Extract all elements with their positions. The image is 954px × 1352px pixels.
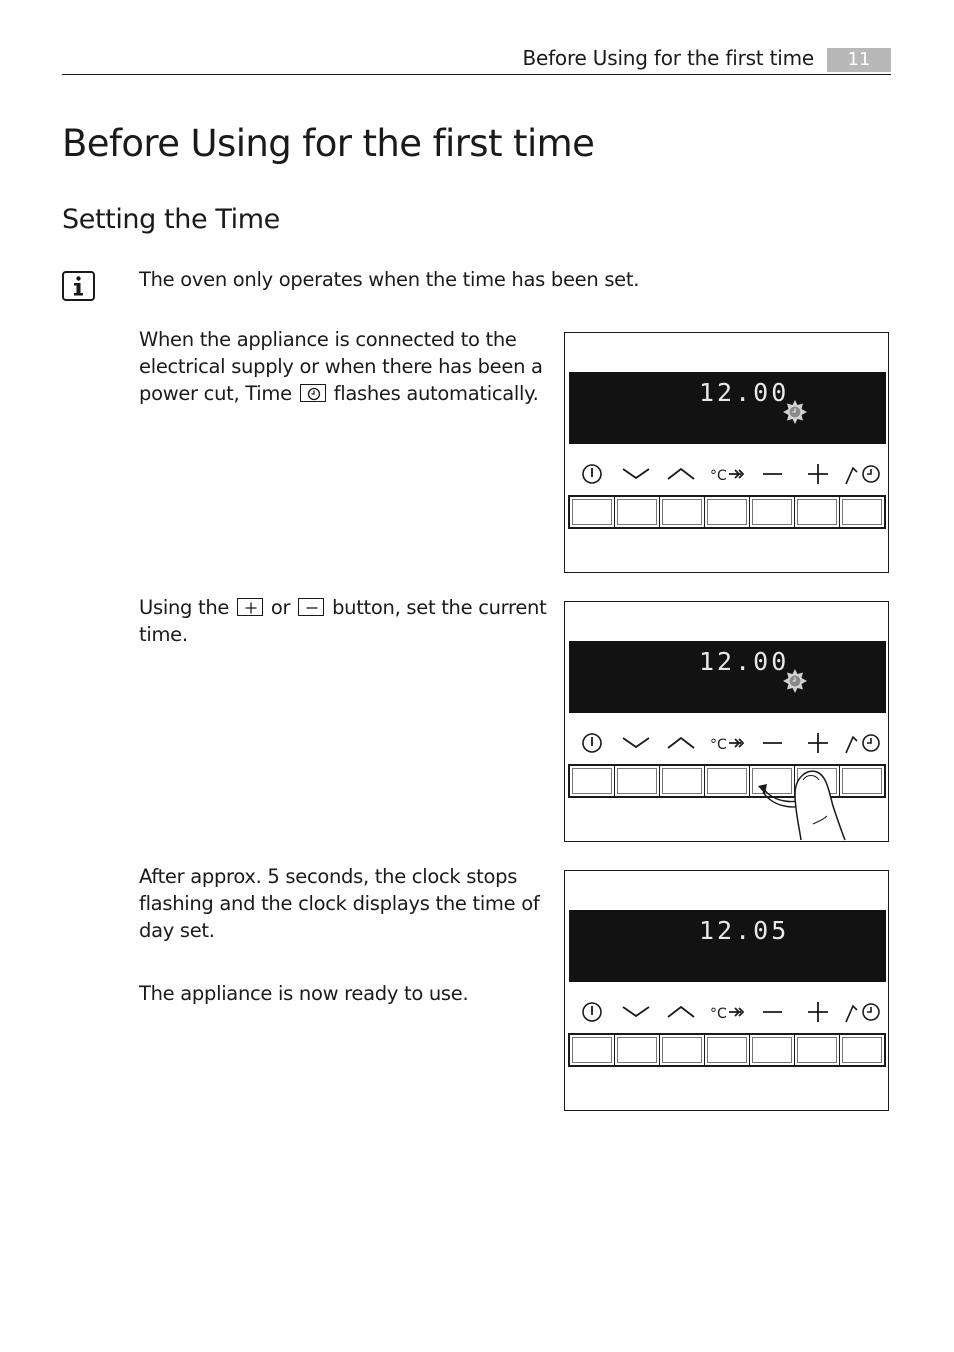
power-icon — [583, 1003, 601, 1021]
step2-text-suffix: button, set the current time. — [139, 596, 547, 646]
down-chevron-icon — [623, 469, 649, 478]
page-number: 11 — [827, 48, 891, 72]
timer-clock-icon — [846, 466, 879, 484]
down-key[interactable] — [615, 497, 660, 527]
down-key[interactable] — [615, 1035, 660, 1065]
power-key[interactable] — [570, 497, 615, 527]
step1-text — [139, 326, 549, 407]
up-chevron-icon — [668, 1007, 694, 1017]
display-time: 12.00 — [699, 647, 790, 676]
power-key[interactable] — [570, 766, 615, 796]
quick-heat-key[interactable] — [705, 497, 750, 527]
finger-press-icon — [755, 766, 865, 842]
svg-text:°C: °C — [710, 737, 727, 753]
oven-display — [569, 641, 886, 713]
key-row — [568, 495, 886, 529]
down-key[interactable] — [615, 766, 660, 796]
inline-minus-button-icon — [298, 598, 324, 616]
clock-key[interactable] — [840, 497, 884, 527]
step1-text-before: When the appliance is connected to the electrical supply or when there has been a power cut, Time — [139, 328, 543, 405]
plus-icon — [808, 1002, 828, 1022]
up-chevron-icon — [668, 469, 694, 479]
header-divider — [62, 74, 891, 75]
power-icon — [583, 734, 601, 752]
up-key[interactable] — [660, 497, 705, 527]
timer-clock-icon — [846, 735, 879, 753]
quick-heat-icon — [710, 1006, 743, 1022]
inline-clock-button-icon — [300, 384, 326, 402]
control-panel-2 — [564, 601, 889, 842]
button-symbols-row — [565, 726, 890, 760]
timer-clock-icon — [846, 1004, 879, 1022]
display-time: 12.05 — [699, 916, 790, 945]
minus-key[interactable] — [750, 1035, 795, 1065]
quick-heat-icon — [710, 737, 743, 753]
page-title: Before Using for the first time — [62, 122, 595, 165]
control-panel-1 — [564, 332, 889, 573]
display-time: 12.00 — [699, 378, 790, 407]
button-symbols-row — [565, 995, 890, 1029]
button-symbols-row — [565, 457, 890, 491]
svg-text:°C: °C — [710, 1006, 727, 1022]
quick-heat-key[interactable] — [705, 1035, 750, 1065]
step3-text2: The appliance is now ready to use. — [139, 982, 469, 1005]
power-key[interactable] — [570, 1035, 615, 1065]
key-row — [568, 1033, 886, 1067]
step3-text: After approx. 5 seconds, the clock stops flashing and the clock displays the time of day set. — [139, 865, 540, 942]
minus-key[interactable] — [750, 497, 795, 527]
power-icon — [583, 465, 601, 483]
up-chevron-icon — [668, 738, 694, 748]
inline-plus-button-icon — [237, 598, 263, 616]
plus-icon — [808, 733, 828, 753]
flashing-clock-icon — [783, 669, 807, 693]
step1-text-after: flashes automatically. — [333, 382, 539, 405]
clock-key[interactable] — [840, 1035, 884, 1065]
section-title: Setting the Time — [62, 204, 280, 235]
control-panel-3 — [564, 870, 889, 1111]
step2-text-prefix: Using the — [139, 596, 230, 619]
plus-key[interactable] — [795, 1035, 840, 1065]
down-chevron-icon — [623, 738, 649, 747]
plus-key[interactable] — [795, 497, 840, 527]
down-chevron-icon — [623, 1007, 649, 1016]
info-icon — [62, 271, 95, 301]
running-header-title: Before Using for the first time — [522, 46, 814, 70]
quick-heat-icon — [710, 468, 743, 484]
step2-text-or: or — [270, 596, 291, 619]
up-key[interactable] — [660, 766, 705, 796]
up-key[interactable] — [660, 1035, 705, 1065]
step2-text — [139, 594, 549, 648]
oven-display — [569, 910, 886, 982]
oven-display — [569, 372, 886, 444]
svg-text:°C: °C — [710, 468, 727, 484]
quick-heat-key[interactable] — [705, 766, 750, 796]
flashing-clock-icon — [783, 400, 807, 424]
plus-icon — [808, 464, 828, 484]
note-text: The oven only operates when the time has been set. — [139, 268, 640, 291]
